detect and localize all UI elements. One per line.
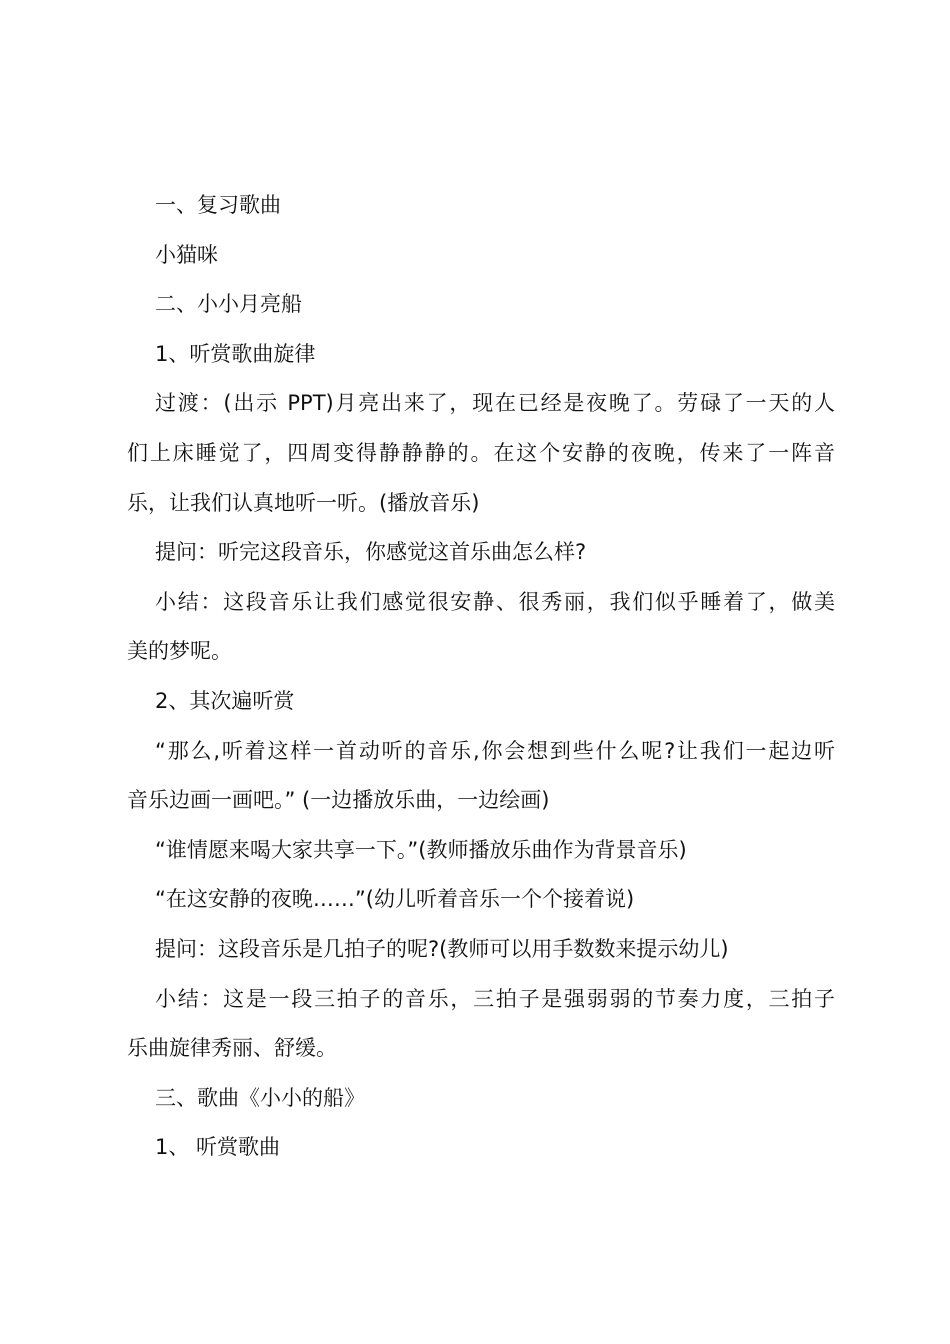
paragraph-line: “那么,听着这样一首动听的音乐,你会想到些什么呢?让我们一起边听 [155,738,835,763]
section-heading-review: 一、复习歌曲 [155,193,281,217]
paragraph-line: 小结：这是一段三拍子的音乐，三拍子是强弱弱的节奏力度，三拍子 [155,986,835,1011]
song-title-kitten: 小猫咪 [155,242,218,267]
paragraph-line: 音乐边画一画吧。” (一边播放乐曲，一边绘画) [127,788,550,813]
paragraph-line: 乐曲旋律秀丽、舒缓。 [127,1036,337,1061]
paragraph-line: 小结：这段音乐让我们感觉很安静、很秀丽，我们似乎睡着了，做美 [155,589,835,614]
paragraph-line: 提问：听完这段音乐，你感觉这首乐曲怎么样? [155,540,587,565]
paragraph-line: “谁情愿来喝大家共享一下。”(教师播放乐曲作为背景音乐) [155,837,687,862]
subheading-second-listen: 2、其次遍听赏 [155,688,295,713]
paragraph-line: “在这安静的夜晚……”(幼儿听着音乐一个个接着说) [155,887,635,912]
paragraph-line: 乐，让我们认真地听一听。(播放音乐) [127,490,480,515]
section-heading-little-boat: 三、歌曲《小小的船》 [155,1085,365,1110]
section-heading-moon-boat: 二、小小月亮船 [155,292,302,317]
paragraph-line: 过渡：(出示 PPT)月亮出来了，现在已经是夜晚了。劳碌了一天的人 [155,391,835,416]
paragraph-line: 美的梦呢。 [127,639,232,664]
subheading-listen-melody: 1、听赏歌曲旋律 [155,341,316,366]
subheading-listen-song: 1、 听赏歌曲 [155,1135,281,1160]
document-body [127,181,835,1173]
paragraph-line: 们上床睡觉了，四周变得静静静的。在这个安静的夜晚，传来了一阵音 [127,440,835,465]
paragraph-line: 提问：这段音乐是几拍子的呢?(教师可以用手数数来提示幼儿) [155,936,729,961]
